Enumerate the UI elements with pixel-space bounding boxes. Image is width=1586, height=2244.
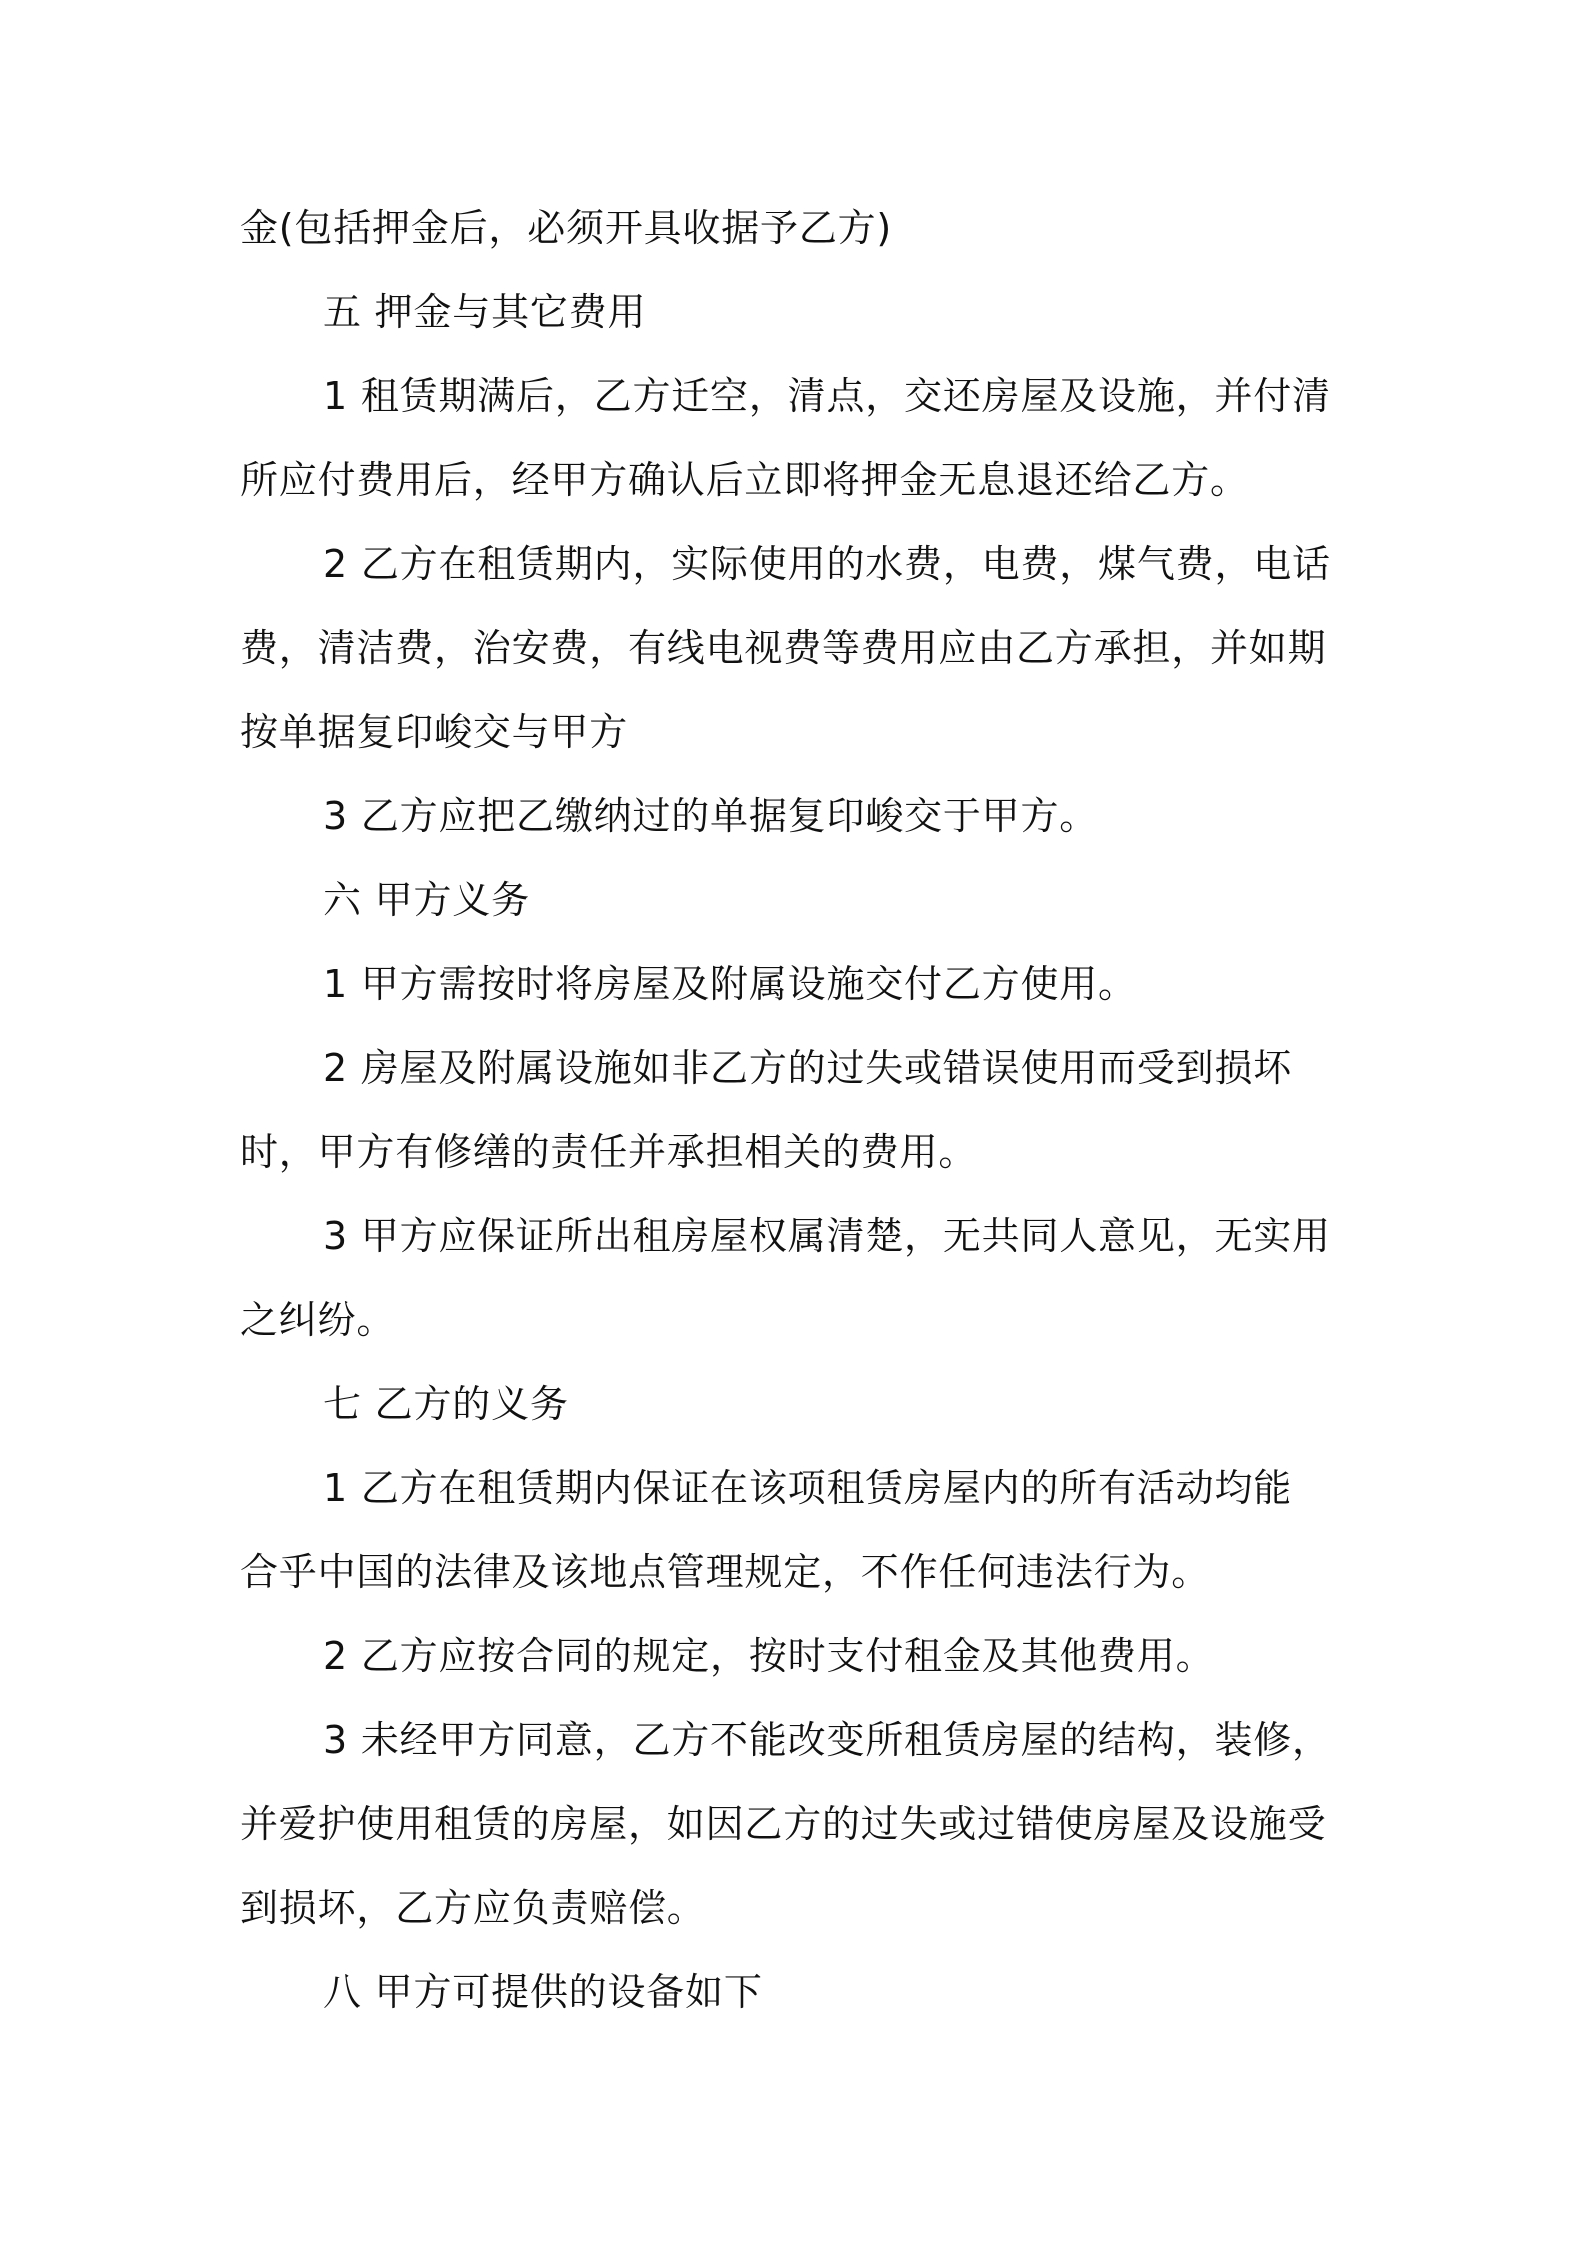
- body-text-line: 3 乙方应把乙缴纳过的单据复印峻交于甲方。: [323, 794, 1099, 838]
- body-text-line: 1 乙方在租赁期内保证在该项租赁房屋内的所有活动均能: [323, 1466, 1293, 1510]
- body-text-line: 2 房屋及附属设施如非乙方的过失或错误使用而受到损坏: [323, 1046, 1293, 1090]
- section-heading-seven: 七 乙方的义务: [323, 1382, 569, 1426]
- body-text-line: 合乎中国的法律及该地点管理规定，不作任何违法行为。: [240, 1550, 1211, 1594]
- body-text-line: 2 乙方应按合同的规定，按时支付租金及其他费用。: [323, 1634, 1215, 1678]
- body-text-line: 并爱护使用租赁的房屋，如因乙方的过失或过错使房屋及设施受: [240, 1802, 1327, 1846]
- body-text-line: 3 甲方应保证所出租房屋权属清楚，无共同人意见，无实用: [323, 1214, 1331, 1258]
- body-text-line: 时，甲方有修缮的责任并承担相关的费用。: [240, 1130, 978, 1174]
- body-text-line: 之纠纷。: [240, 1298, 396, 1342]
- body-text-line: 1 租赁期满后，乙方迁空，清点，交还房屋及设施，并付清: [323, 374, 1331, 418]
- section-heading-eight: 八 甲方可提供的设备如下: [323, 1970, 763, 2014]
- body-text-line: 3 未经甲方同意，乙方不能改变所租赁房屋的结构，装修，: [323, 1718, 1331, 1762]
- body-text-line: 所应付费用后，经甲方确认后立即将押金无息退还给乙方。: [240, 458, 1249, 502]
- body-text-line: 2 乙方在租赁期内，实际使用的水费，电费，煤气费，电话: [323, 542, 1331, 586]
- body-text-line: 费，清洁费，治安费，有线电视费等费用应由乙方承担，并如期: [240, 626, 1327, 670]
- body-text-line: 到损坏，乙方应负责赔偿。: [240, 1886, 706, 1930]
- section-heading-six: 六 甲方义务: [323, 878, 530, 922]
- body-text-line: 金(包括押金后，必须开具收据予乙方): [240, 206, 893, 250]
- body-text-line: 按单据复印峻交与甲方: [240, 710, 629, 754]
- section-heading-five: 五 押金与其它费用: [323, 290, 647, 334]
- body-text-line: 1 甲方需按时将房屋及附属设施交付乙方使用。: [323, 962, 1137, 1006]
